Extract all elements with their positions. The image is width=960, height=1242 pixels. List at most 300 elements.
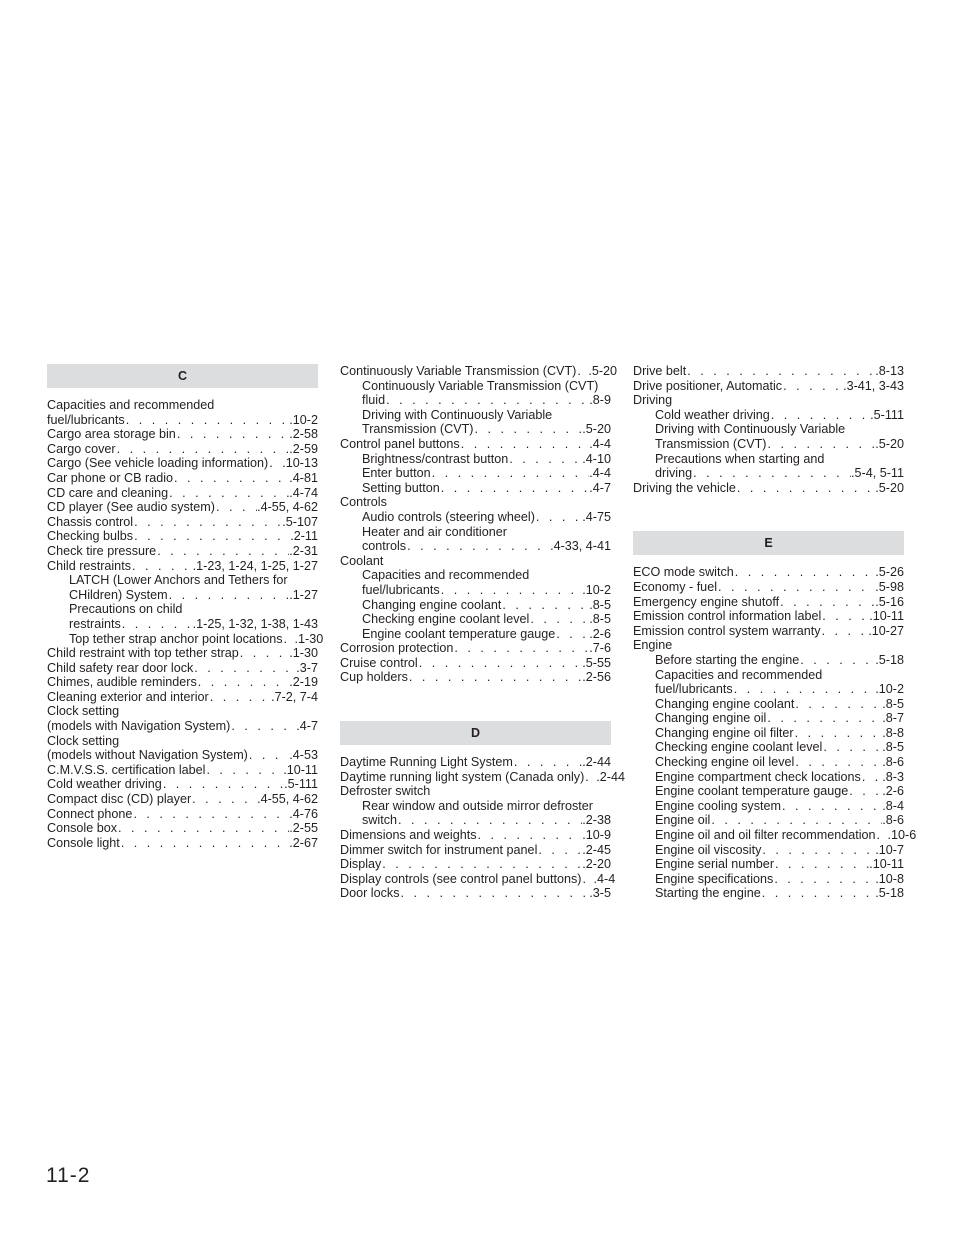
entry-text: Car phone or CB radio: [47, 470, 174, 485]
index-entry: [47, 690, 318, 705]
entry-page-ref: .5-55: [582, 655, 611, 670]
entry-text: Door locks: [340, 886, 400, 901]
entry-text: fluid: [362, 393, 386, 408]
index-entry: [47, 763, 318, 778]
entry-text: Engine oil viscosity: [655, 842, 762, 857]
dot-leader: [283, 632, 295, 647]
entry-page-ref: .5-20: [582, 422, 611, 437]
entry-page-ref: .8-5: [589, 597, 611, 612]
index-entry: [340, 843, 611, 858]
entry-text: Setting button: [362, 480, 440, 495]
entry-text: switch: [362, 813, 397, 828]
page-number: 11-2: [46, 1164, 91, 1187]
index-entry: [47, 792, 318, 807]
index-entry: [340, 408, 611, 423]
index-entry: [47, 617, 318, 632]
entry-page-ref: .10-2: [875, 682, 904, 697]
entry-text: Capacities and recommended: [655, 667, 823, 682]
dot-leader: [385, 393, 589, 408]
index-entry: [340, 554, 611, 569]
index-entry: [47, 675, 318, 690]
entry-text: C.M.V.S.S. certification label: [47, 762, 206, 777]
index-entry: [633, 682, 904, 697]
entry-text: Driving with Continuously Variable: [655, 422, 846, 437]
index-entry: [633, 466, 904, 481]
entry-page-ref: .5-111: [870, 407, 904, 422]
entry-text: Child restraints: [47, 558, 131, 573]
entry-text: CHildren) System: [69, 587, 168, 602]
entry-page-ref: .8-6: [882, 755, 904, 770]
index-entry: [340, 857, 611, 872]
entry-page-ref: .2-20: [582, 857, 611, 872]
entry-page-ref: .4-53: [289, 748, 318, 763]
index-entry: [340, 627, 611, 642]
entry-page-ref: .10-8: [875, 871, 904, 886]
entry-text: Capacities and recommended: [47, 398, 215, 412]
dot-leader: [508, 452, 582, 467]
dot-leader: [501, 598, 589, 613]
index-entry: [340, 525, 611, 540]
dot-leader: [193, 661, 296, 676]
entry-text: Checking engine coolant level: [362, 612, 530, 627]
entry-page-ref: .2-45: [582, 842, 611, 857]
entry-text: Precautions when starting and: [655, 451, 825, 466]
entry-text: Changing engine oil filter: [655, 725, 794, 740]
entry-text: Child restraint with top tether strap: [47, 646, 239, 661]
dot-leader: [431, 466, 590, 481]
dot-leader: [268, 456, 282, 471]
section-letter-c: C: [47, 364, 318, 388]
entry-page-ref: .2-55: [289, 821, 318, 836]
entry-page-ref: .1-30: [289, 646, 318, 661]
index-entry: [340, 755, 611, 770]
entry-text: Top tether strap anchor point locations: [69, 631, 283, 646]
index-entry: [47, 836, 318, 851]
entry-page-ref: .8-3: [882, 769, 904, 784]
dot-leader: [418, 656, 583, 671]
index-entry: [633, 580, 904, 595]
entry-text: Display controls (see control panel buttons): [340, 871, 582, 886]
entry-text: Child safety rear door lock: [47, 660, 194, 675]
dot-leader: [767, 437, 876, 452]
entry-page-ref: .5-20: [875, 480, 904, 495]
entry-text: Chassis control: [47, 514, 134, 529]
index-entry: [47, 427, 318, 442]
entry-text: Engine: [633, 638, 673, 653]
dot-leader: [736, 481, 875, 496]
dot-leader: [408, 670, 582, 685]
dot-leader: [770, 408, 870, 423]
dot-leader: [734, 565, 876, 580]
dot-leader: [733, 682, 876, 697]
entry-page-ref: .2-38: [582, 813, 611, 828]
entry-text: Emission control information label: [633, 609, 822, 624]
dot-leader: [861, 770, 882, 785]
index-entry: [633, 437, 904, 452]
entry-text: (models with Navigation System): [47, 719, 231, 734]
dot-leader: [799, 653, 875, 668]
dot-leader: [513, 755, 582, 770]
entry-page-ref: .10-13: [282, 456, 318, 471]
entry-page-ref: .2-56: [582, 670, 611, 685]
index-entry: [47, 807, 318, 822]
entry-text: Engine compartment check locations: [655, 769, 861, 784]
index-column-3: [633, 364, 917, 901]
dot-leader: [774, 857, 869, 872]
entry-text: Cup holders: [340, 670, 408, 685]
index-entry: [633, 813, 904, 828]
dot-leader: [779, 595, 875, 610]
dot-leader: [822, 740, 882, 755]
entry-page-ref: .5-4, 5-11: [851, 466, 904, 481]
index-entry: [633, 638, 904, 653]
index-entry: [47, 515, 318, 530]
entry-page-ref: .4-4: [589, 466, 611, 481]
entry-page-ref: .4-55, 4-62: [257, 792, 318, 807]
index-entry: [633, 828, 917, 843]
entry-text: Cargo cover: [47, 441, 116, 456]
entry-text: Daytime Running Light System: [340, 755, 513, 770]
entry-page-ref: .8-6: [882, 813, 904, 828]
index-entry: [340, 466, 611, 481]
index-entry: [340, 670, 611, 685]
entry-page-ref: .2-31: [289, 543, 318, 558]
entry-page-ref: .8-5: [882, 740, 904, 755]
entry-page-ref: .2-58: [289, 427, 318, 442]
entry-page-ref: .4-33, 4-41: [550, 539, 611, 554]
index-entry: [340, 568, 611, 583]
index-entry: [633, 379, 904, 394]
dot-leader: [397, 813, 582, 828]
index-entry: [633, 452, 904, 467]
entry-text: Precautions on child: [69, 602, 183, 617]
index-entry: [633, 595, 904, 610]
dot-leader: [248, 748, 289, 763]
entry-page-ref: .3-41, 3-43: [843, 378, 904, 393]
index-entry: [633, 609, 904, 624]
dot-leader: [555, 627, 589, 642]
entry-text: Cruise control: [340, 655, 418, 670]
entry-text: Display: [340, 857, 382, 872]
entry-text: Cold weather driving: [47, 777, 162, 792]
index-entry: [47, 704, 318, 719]
index-entry: [340, 886, 611, 901]
dot-leader: [215, 500, 257, 515]
index-entry: [47, 544, 318, 559]
index-entry: [633, 408, 904, 423]
dot-leader: [156, 544, 289, 559]
index-entry: [340, 481, 611, 496]
index-entry: [340, 828, 611, 843]
entry-page-ref: .1-30: [294, 631, 324, 646]
entry-page-ref: .2-59: [289, 441, 318, 456]
index-entry: [47, 500, 318, 515]
index-entry: [47, 456, 318, 471]
entry-text: Engine specifications: [655, 871, 774, 886]
dot-leader: [821, 624, 869, 639]
entry-page-ref: .4-76: [289, 806, 318, 821]
dot-leader: [117, 821, 289, 836]
entry-text: Drive positioner, Automatic: [633, 378, 783, 393]
entry-page-ref: .10-6: [887, 828, 917, 843]
entry-text: (models without Navigation System): [47, 748, 248, 763]
index-entry: [340, 495, 611, 510]
entry-page-ref: .5-107: [282, 514, 318, 529]
dot-leader: [131, 559, 193, 574]
dot-leader: [173, 471, 289, 486]
dot-leader: [794, 755, 882, 770]
entry-page-ref: .4-4: [593, 871, 616, 886]
index-entry: [340, 422, 611, 437]
index-entry: [340, 510, 611, 525]
index-entry: [633, 857, 904, 872]
entry-text: Coolant: [340, 553, 384, 568]
entry-text: Enter button: [362, 466, 431, 481]
entry-page-ref: .8-5: [589, 612, 611, 627]
index-entry: [47, 719, 318, 734]
entry-text: Engine serial number: [655, 857, 775, 872]
index-entry: [633, 770, 904, 785]
entry-page-ref: .7-2, 7-4: [271, 689, 318, 704]
entry-text: restraints: [69, 616, 121, 631]
index-entry: [340, 612, 611, 627]
dot-leader: [848, 784, 882, 799]
entry-page-ref: .4-4: [589, 436, 611, 451]
index-entry: [47, 734, 318, 749]
entry-text: Economy - fuel: [633, 579, 717, 594]
index-entry: [47, 398, 318, 413]
dot-leader: [121, 617, 193, 632]
entry-text: Changing engine oil: [655, 711, 767, 726]
section-letter-e: E: [633, 531, 904, 555]
index-entry: [633, 740, 904, 755]
entry-text: Changing engine coolant: [362, 597, 502, 612]
dot-leader: [440, 583, 583, 598]
index-entry: [47, 573, 318, 588]
index-entry: [340, 539, 611, 554]
index-entry: [47, 588, 318, 603]
dot-leader: [584, 770, 596, 785]
index-entry: [340, 769, 626, 785]
entry-text: Rear window and outside mirror defroster: [362, 798, 593, 813]
entry-page-ref: .8-7: [882, 711, 904, 726]
entry-text: controls: [362, 539, 407, 554]
dot-leader: [440, 481, 590, 496]
index-entry: [633, 422, 904, 437]
dot-leader: [692, 466, 851, 481]
entry-text: Controls: [340, 495, 387, 510]
dot-leader: [782, 379, 843, 394]
dot-leader: [125, 413, 290, 428]
index-entry: [340, 598, 611, 613]
dot-leader: [230, 719, 296, 734]
index-entry: [47, 631, 324, 647]
index-entry: [340, 784, 611, 799]
entry-page-ref: .8-4: [882, 798, 904, 813]
index-entry: [340, 583, 611, 598]
entry-text: Dimmer switch for instrument panel: [340, 842, 538, 857]
dot-leader: [197, 675, 289, 690]
entry-text: Cargo (See vehicle loading information): [47, 456, 269, 471]
index-entry: [340, 364, 618, 379]
index-entry: [340, 393, 611, 408]
index-entry: [47, 471, 318, 486]
entry-page-ref: .10-11: [869, 609, 904, 624]
entry-text: Console light: [47, 835, 120, 850]
index-entry: [633, 653, 904, 668]
entry-text: fuel/lubricants: [362, 582, 440, 597]
entry-page-ref: .8-5: [882, 696, 904, 711]
index-entry: [633, 711, 904, 726]
entry-page-ref: .2-19: [289, 675, 318, 690]
index-entry: [633, 843, 904, 858]
entry-text: CD player (See audio system): [47, 500, 215, 515]
entry-text: CD care and cleaning: [47, 485, 169, 500]
index-entry: [633, 784, 904, 799]
entry-text: Drive belt: [633, 364, 687, 378]
dot-leader: [582, 872, 594, 887]
entry-text: Engine coolant temperature gauge: [655, 784, 849, 799]
entry-text: Cold weather driving: [655, 407, 770, 422]
index-entry: [633, 872, 904, 887]
dot-leader: [761, 886, 876, 901]
entry-page-ref: .1-27: [289, 587, 318, 602]
entry-page-ref: .3-7: [296, 660, 318, 675]
index-entry: [47, 529, 318, 544]
entry-page-ref: .10-7: [875, 842, 904, 857]
entry-text: Control panel buttons: [340, 436, 460, 451]
entry-text: Connect phone: [47, 806, 133, 821]
index-entry: [47, 442, 318, 457]
dot-leader: [168, 588, 290, 603]
entry-text: Emergency engine shutoff: [633, 594, 780, 609]
entry-page-ref: .1-23, 1-24, 1-25, 1-27: [192, 558, 318, 573]
entry-text: Driving the vehicle: [633, 480, 736, 495]
dot-leader: [168, 486, 289, 501]
entry-text: Console box: [47, 821, 118, 836]
dot-leader: [535, 510, 582, 525]
entry-text: Continuously Variable Transmission (CVT): [340, 364, 577, 378]
index-entry: [633, 755, 904, 770]
entry-page-ref: .8-9: [589, 393, 611, 408]
index-entry: [633, 799, 904, 814]
entry-text: Engine oil and oil filter recommendation: [655, 828, 876, 843]
index-column-1: [47, 364, 324, 850]
entry-text: Cargo area storage bin: [47, 427, 176, 442]
entry-page-ref: .5-111: [284, 777, 318, 792]
entry-text: Checking engine coolant level: [655, 740, 823, 755]
dot-leader: [191, 792, 257, 807]
dot-leader: [781, 799, 882, 814]
index-entry: [340, 871, 616, 887]
entry-text: Chimes, audible reminders: [47, 675, 197, 690]
dot-leader: [766, 711, 882, 726]
entry-page-ref: .10-11: [283, 762, 318, 777]
dot-leader: [821, 609, 869, 624]
entry-text: Corrosion protection: [340, 641, 454, 656]
dot-leader: [460, 437, 590, 452]
entry-text: Continuously Variable Transmission (CVT): [362, 378, 599, 393]
entry-text: Transmission (CVT): [362, 422, 474, 437]
entry-text: Heater and air conditioner: [362, 524, 507, 539]
index-entry: [47, 777, 318, 792]
index-entry: [340, 452, 611, 467]
entry-page-ref: .5-20: [875, 436, 904, 451]
entry-page-ref: .5-18: [875, 652, 904, 667]
entry-page-ref: .4-7: [589, 480, 611, 495]
entry-text: Before starting the engine: [655, 652, 800, 667]
index-entry: [47, 486, 318, 501]
entry-page-ref: .1-25, 1-32, 1-38, 1-43: [192, 616, 318, 631]
entry-text: LATCH (Lower Anchors and Tethers for: [69, 573, 288, 588]
entry-page-ref: .5-26: [875, 565, 904, 580]
entry-text: Dimensions and weights: [340, 828, 477, 843]
entry-text: driving: [655, 466, 693, 481]
dot-leader: [710, 813, 882, 828]
entry-text: Defroster switch: [340, 784, 431, 799]
entry-page-ref: .8-8: [882, 725, 904, 740]
entry-text: Checking engine oil level: [655, 755, 795, 770]
entry-page-ref: .2-44: [582, 755, 611, 770]
dot-leader: [120, 836, 289, 851]
entry-page-ref: .5-20: [588, 364, 618, 378]
dot-leader: [477, 828, 583, 843]
index-column-2: [340, 364, 626, 901]
dot-leader: [132, 807, 289, 822]
entry-text: fuel/lubricants: [47, 412, 125, 427]
index-entry: [633, 624, 904, 639]
index-entry: [47, 748, 318, 763]
entry-page-ref: .4-81: [289, 470, 318, 485]
entry-text: Emission control system warranty: [633, 623, 821, 638]
dot-leader: [717, 580, 875, 595]
dot-leader: [474, 422, 583, 437]
entry-page-ref: .2-11: [290, 529, 318, 544]
index-entry: [47, 559, 318, 574]
dot-leader: [773, 872, 875, 887]
dot-leader: [529, 612, 589, 627]
index-entry: [633, 393, 904, 408]
dot-leader: [162, 777, 284, 792]
index-entry: [633, 565, 904, 580]
entry-text: ECO mode switch: [633, 565, 734, 580]
index-entry: [47, 646, 318, 661]
dot-leader: [176, 427, 289, 442]
entry-page-ref: .2-44: [596, 769, 626, 784]
entry-page-ref: .5-18: [875, 886, 904, 901]
index-entry: [340, 641, 611, 656]
entry-page-ref: .3-5: [589, 886, 611, 901]
entry-page-ref: .4-74: [289, 485, 318, 500]
dot-leader: [453, 641, 589, 656]
entry-page-ref: .5-98: [875, 579, 904, 594]
entry-text: fuel/lubricants: [655, 682, 733, 697]
dot-leader: [794, 726, 883, 741]
dot-leader: [116, 442, 290, 457]
dot-leader: [576, 364, 588, 379]
entry-text: Audio controls (steering wheel): [362, 509, 535, 524]
index-entry: [340, 799, 611, 814]
dot-leader: [537, 843, 582, 858]
index-entry: [633, 726, 904, 741]
index-entry: [633, 668, 904, 683]
entry-page-ref: .2-6: [589, 626, 611, 641]
entry-text: Checking bulbs: [47, 529, 134, 544]
entry-page-ref: .4-10: [582, 451, 611, 466]
entry-text: Clock setting: [47, 704, 120, 719]
entry-text: Driving with Continuously Variable: [362, 407, 553, 422]
entry-text: Engine cooling system: [655, 798, 782, 813]
